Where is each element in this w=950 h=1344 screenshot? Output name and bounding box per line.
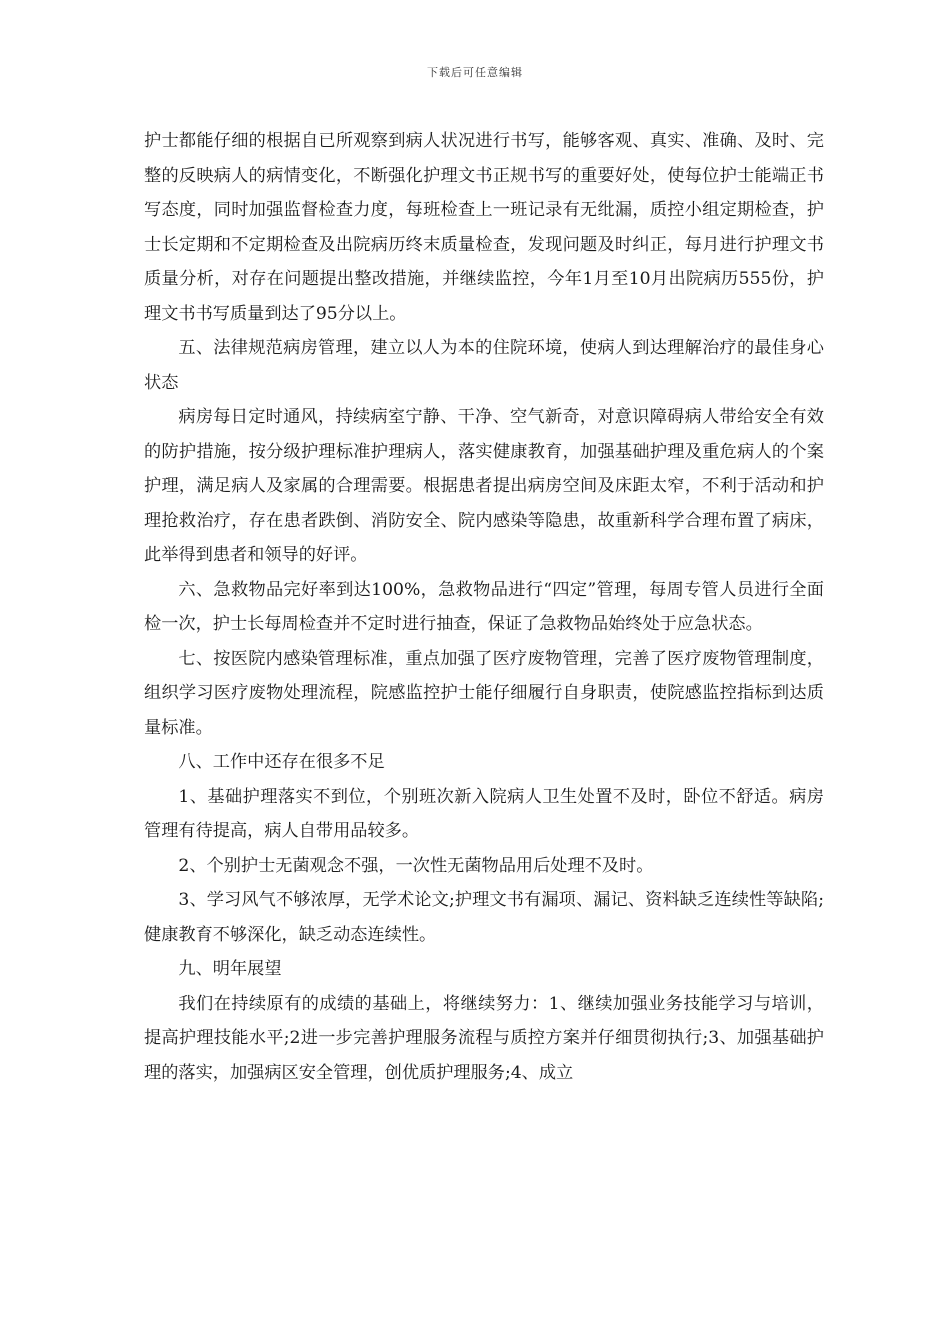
- paragraph: 护士都能仔细的根据自已所观察到病人状况进行书写，能够客观、真实、准确、及时、完整的反映病人的病情变化，不断强化护理文书正规书写的重要好处，使每位护士能端正书写态度，同时加强监督检查力度，每班检查上一班记录有无纰漏，质控小组定期检查，护士长定期和不定期检查及出院病历终末质量检查，发现问题及时纠正，每月进行护理文书质量分析，对存在问题提出整改措施，并继续监控，今年1月至10月出院病历555份，护理文书书写质量到达了95分以上。: [144, 131, 824, 324]
- document-body: [144, 124, 824, 1090]
- list-item: 1、基础护理落实不到位，个别班次新入院病人卫生处置不及时，卧位不舒适。病房管理有待提高，病人自带用品较多。: [144, 786, 824, 841]
- section-heading-5: 五、法律规范病房管理，建立以人为本的住院环境，使病人到达理解治疗的最佳身心状态: [144, 338, 824, 393]
- section-heading-9: 九、明年展望: [178, 959, 282, 979]
- list-item: 2、个别护士无菌观念不强，一次性无菌物品用后处理不及时。: [178, 855, 654, 876]
- section-heading-8: 八、工作中还存在很多不足: [178, 752, 385, 772]
- page-header: 下载后可任意编辑: [427, 66, 523, 79]
- paragraph: 病房每日定时通风，持续病室宁静、干净、空气新奇，对意识障碍病人带给安全有效的防护措施，按分级护理标准护理病人，落实健康教育，加强基础护理及重危病人的个案护理，满足病人及家属的合理需要。根据患者提出病房空间及床距太窄，不利于活动和护理抢救治疗，存在患者跌倒、消防安全、院内感染等隐患，故重新科学合理布置了病床，此举得到患者和领导的好评。: [144, 407, 824, 565]
- section-heading-7: 七、按医院内感染管理标准，重点加强了医疗废物管理，完善了医疗废物管理制度，组织学习医疗废物处理流程，院感监控护士能仔细履行自身职责，使院感监控指标到达质量标准。: [144, 648, 824, 738]
- section-heading-6: 六、急救物品完好率到达100%，急救物品进行“四定”管理，每周专管人员进行全面检一次，护士长每周检查并不定时进行抽查，保证了急救物品始终处于应急状态。: [144, 579, 824, 634]
- list-item: 3、学习风气不够浓厚，无学术论文;护理文书有漏项、漏记、资料缺乏连续性等缺陷;健康教育不够深化，缺乏动态连续性。: [144, 890, 824, 945]
- paragraph: 我们在持续原有的成绩的基础上，将继续努力：1、继续加强业务技能学习与培训，提高护理技能水平;2进一步完善护理服务流程与质控方案并仔细贯彻执行;3、加强基础护理的落实，加强病区安全管理，创优质护理服务;4、成立: [144, 993, 824, 1083]
